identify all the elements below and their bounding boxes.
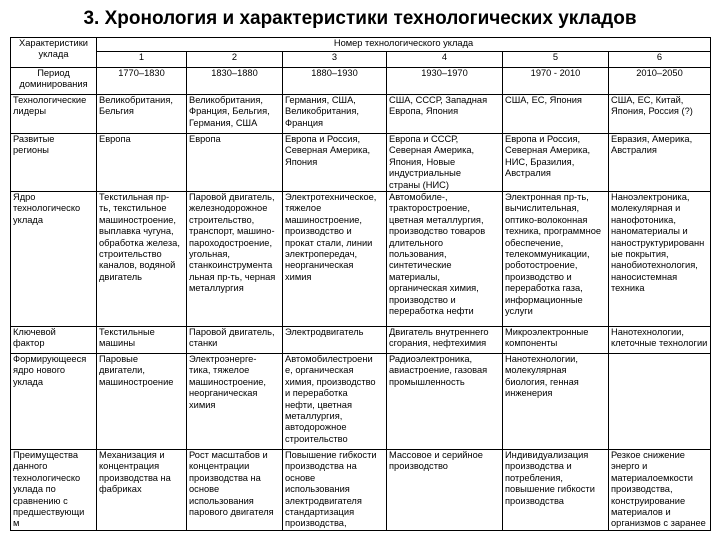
table-cell: Текстильные машины <box>97 327 187 354</box>
table-cell: Радиоэлектроника, авиастроение, газовая промышленность <box>387 354 503 450</box>
table-row <box>11 327 711 354</box>
table-cell: Европа и Россия, Северная Америка, Япония <box>283 134 387 192</box>
table-row <box>11 95 711 134</box>
row-label: Развитые регионы <box>11 134 97 192</box>
table-cell: 1880–1930 <box>283 68 387 95</box>
mode-number: 1 <box>97 52 187 68</box>
table-cell: Электроэнерге- тика, тяжелое машиностроение, неорганическая химия <box>187 354 283 450</box>
mode-number: 5 <box>503 52 609 68</box>
table-cell <box>609 354 711 450</box>
table-cell: Великобритания, Франция, Бельгия, Германия, США <box>187 95 283 134</box>
table-cell: Европа <box>187 134 283 192</box>
table-cell: Автомобилестроени е, органическая химия, производство и переработка нефти, цветная металлургия, автодорожное строительство <box>283 354 387 450</box>
table-cell: Германия, США, Великобритания, Франция <box>283 95 387 134</box>
table-cell: Паровой двигатель, железнодорожное строительство, транспорт, машино- пароходостроение, угольная, станкоинструмента льная пр-ть, черная металлургия <box>187 192 283 327</box>
table-row <box>11 450 711 531</box>
page-title: 3. Хронология и характеристики технологических укладов <box>83 8 637 29</box>
row-label: Ключевой фактор <box>11 327 97 354</box>
table-cell: Механизация и концентрация производства на фабриках <box>97 450 187 531</box>
table-cell: США, ЕС, Япония <box>503 95 609 134</box>
row-label: Период доминирования <box>11 68 97 95</box>
table-row <box>11 192 711 327</box>
table-cell: Индивидуализация производства и потребления, повышение гибкости производства <box>503 450 609 531</box>
table-cell: 1930–1970 <box>387 68 503 95</box>
table-cell: Наноэлектроника, молекулярная и нанофотоника, наноматериалы и наноструктурированн ые покрытия, нанобиотехнология, наносистемная техника <box>609 192 711 327</box>
table-cell: Рост масштабов и концентрации производства на основе использования парового двигателя <box>187 450 283 531</box>
table-row <box>11 134 711 192</box>
table-cell: Текстильная пр- ть, текстильное машиностроение, выплавка чугуна, обработка железа, строительство каналов, водяной двигатель <box>97 192 187 327</box>
table-cell: Евразия, Америка, Австралия <box>609 134 711 192</box>
row-label: Ядро технологическо уклада <box>11 192 97 327</box>
table-cell: Автомобиле-, тракторостроение, цветная металлургия, производство товаров длительного пользования, синтетические материалы, органическая химия, производство и переработка нефти <box>387 192 503 327</box>
table-cell: Резкое снижение энерго и материалоемкости производства, конструирование материалов и организмов с заранее <box>609 450 711 531</box>
table-cell: Великобритания, Бельгия <box>97 95 187 134</box>
table-cell: Нанотехнологии, молекулярная биология, генная инженерия <box>503 354 609 450</box>
table-cell: 1770–1830 <box>97 68 187 95</box>
row-label: Технологические лидеры <box>11 95 97 134</box>
mode-numbers-row <box>11 52 711 68</box>
table-cell: США, ЕС, Китай, Япония, Россия (?) <box>609 95 711 134</box>
table-cell: Повышение гибкости производства на основе использования электродвигателя стандартизация производства, <box>283 450 387 531</box>
table-cell: Европа и СССР, Северная Америка, Япония, Новые индустриальные страны (НИС) <box>387 134 503 192</box>
mode-number: 6 <box>609 52 711 68</box>
table-cell: США, СССР, Западная Европа, Япония <box>387 95 503 134</box>
characteristics-header: Характеристики уклада <box>11 38 97 68</box>
table-cell: 1830–1880 <box>187 68 283 95</box>
row-label: Преимущества данного технологическо уклада по сравнению с предшествующи м <box>11 450 97 531</box>
mode-number: 3 <box>283 52 387 68</box>
table-cell: Нанотехнологии, клеточные технологии <box>609 327 711 354</box>
table-cell: 2010–2050 <box>609 68 711 95</box>
table-cell: Массовое и серийное производство <box>387 450 503 531</box>
mode-number-caption: Номер технологического уклада <box>97 38 711 52</box>
table-row <box>11 354 711 450</box>
table-cell: Двигатель внутреннего сгорания, нефтехимия <box>387 327 503 354</box>
header-row <box>11 38 711 52</box>
technological-modes-table <box>10 37 711 531</box>
period-row <box>11 68 711 95</box>
mode-number: 2 <box>187 52 283 68</box>
table-cell: Электронная пр-ть, вычислительная, оптико-волоконная техника, программное обеспечение, телекоммуникации, роботостроение, производство и переработка газа, информационные услуги <box>503 192 609 327</box>
table-cell: Европа <box>97 134 187 192</box>
table-cell: 1970 - 2010 <box>503 68 609 95</box>
table-cell: Электротехническое, тяжелое машиностроение, производство и прокат стали, линии электропередач, неорганическая химия <box>283 192 387 327</box>
table-cell: Паровые двигатели, машиностроение <box>97 354 187 450</box>
mode-number: 4 <box>387 52 503 68</box>
row-label: Формирующееся ядро нового уклада <box>11 354 97 450</box>
table-cell: Европа и Россия, Северная Америка, НИС, Бразилия, Австралия <box>503 134 609 192</box>
table-cell: Микроэлектронные компоненты <box>503 327 609 354</box>
table-cell: Электродвигатель <box>283 327 387 354</box>
table-cell: Паровой двигатель, станки <box>187 327 283 354</box>
